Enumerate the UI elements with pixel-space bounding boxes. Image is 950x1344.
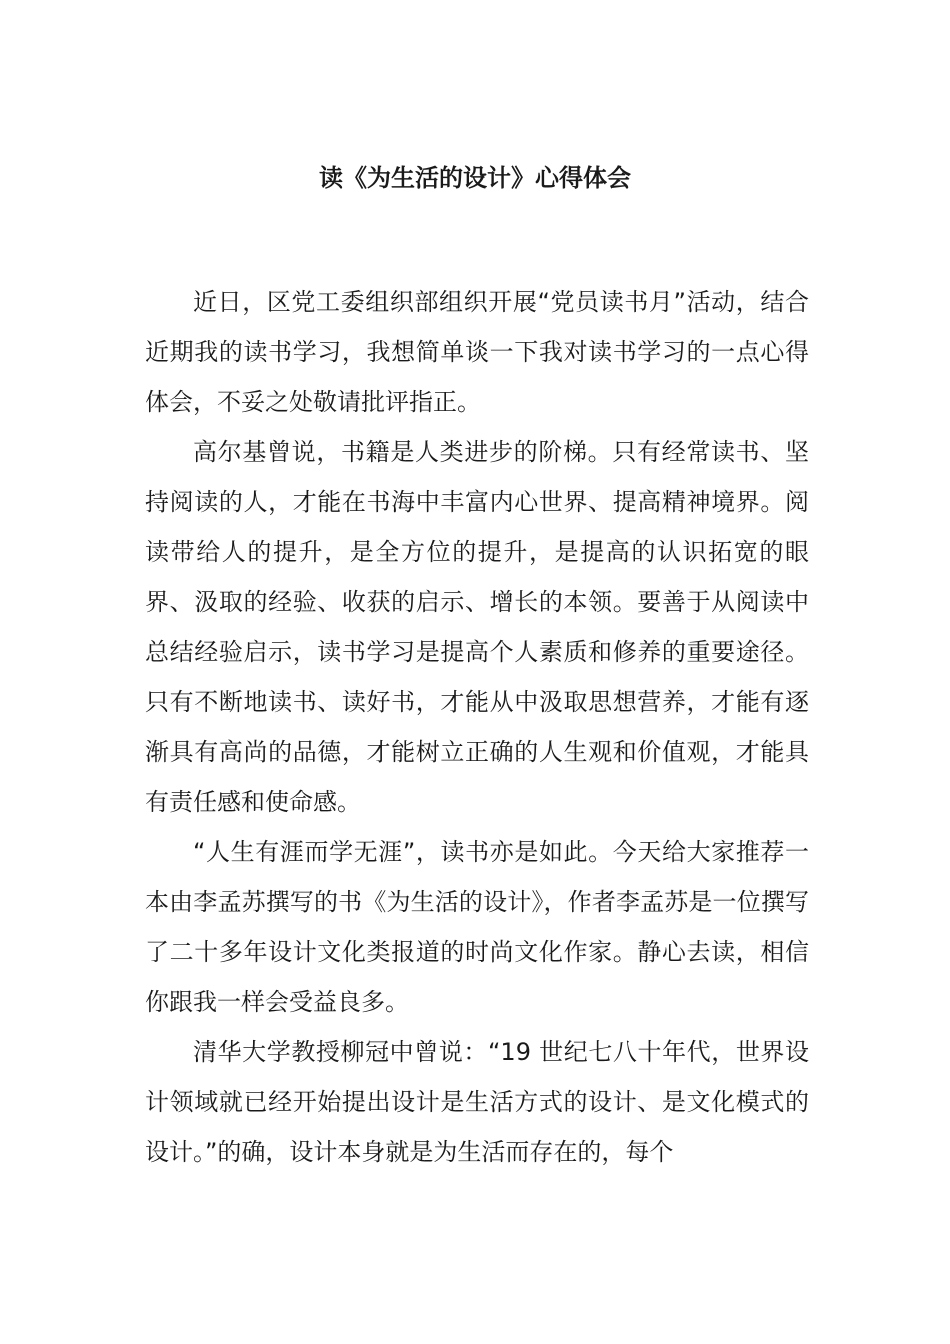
paragraph-1: 近日，区党工委组织部组织开展“党员读书月”活动，结合近期我的读书学习，我想简单谈一下我对读书学习的一点心得体会，不妥之处敬请批评指正。 [145, 288, 809, 416]
document-title: 读《为生活的设计》心得体会 [319, 164, 631, 192]
paragraph-3: “人生有涯而学无涯”，读书亦是如此。今天给大家推荐一本由李孟苏撰写的书《为生活的设计》，作者李孟苏是一位撰写了二十多年设计文化类报道的时尚文化作家。静心去读，相信你跟我一样会受益良多。 [145, 838, 809, 1016]
paragraph-4: 清华大学教授柳冠中曾说：“19 世纪七八十年代，世界设计领域就已经开始提出设计是生活方式的设计、是文化模式的设计。”的确，设计本身就是为生活而存在的，每个 [145, 1038, 809, 1166]
document-body [145, 277, 809, 1177]
paragraph-2: 高尔基曾说，书籍是人类进步的阶梯。只有经常读书、坚持阅读的人，才能在书海中丰富内心世界、提高精神境界。阅读带给人的提升，是全方位的提升，是提高的认识拓宽的眼界、汲取的经验、收获的启示、增长的本领。要善于从阅读中总结经验启示，读书学习是提高个人素质和修养的重要途径。只有不断地读书、读好书，才能从中汲取思想营养，才能有逐渐具有高尚的品德，才能树立正确的人生观和价值观，才能具有责任感和使命感。 [145, 438, 809, 816]
